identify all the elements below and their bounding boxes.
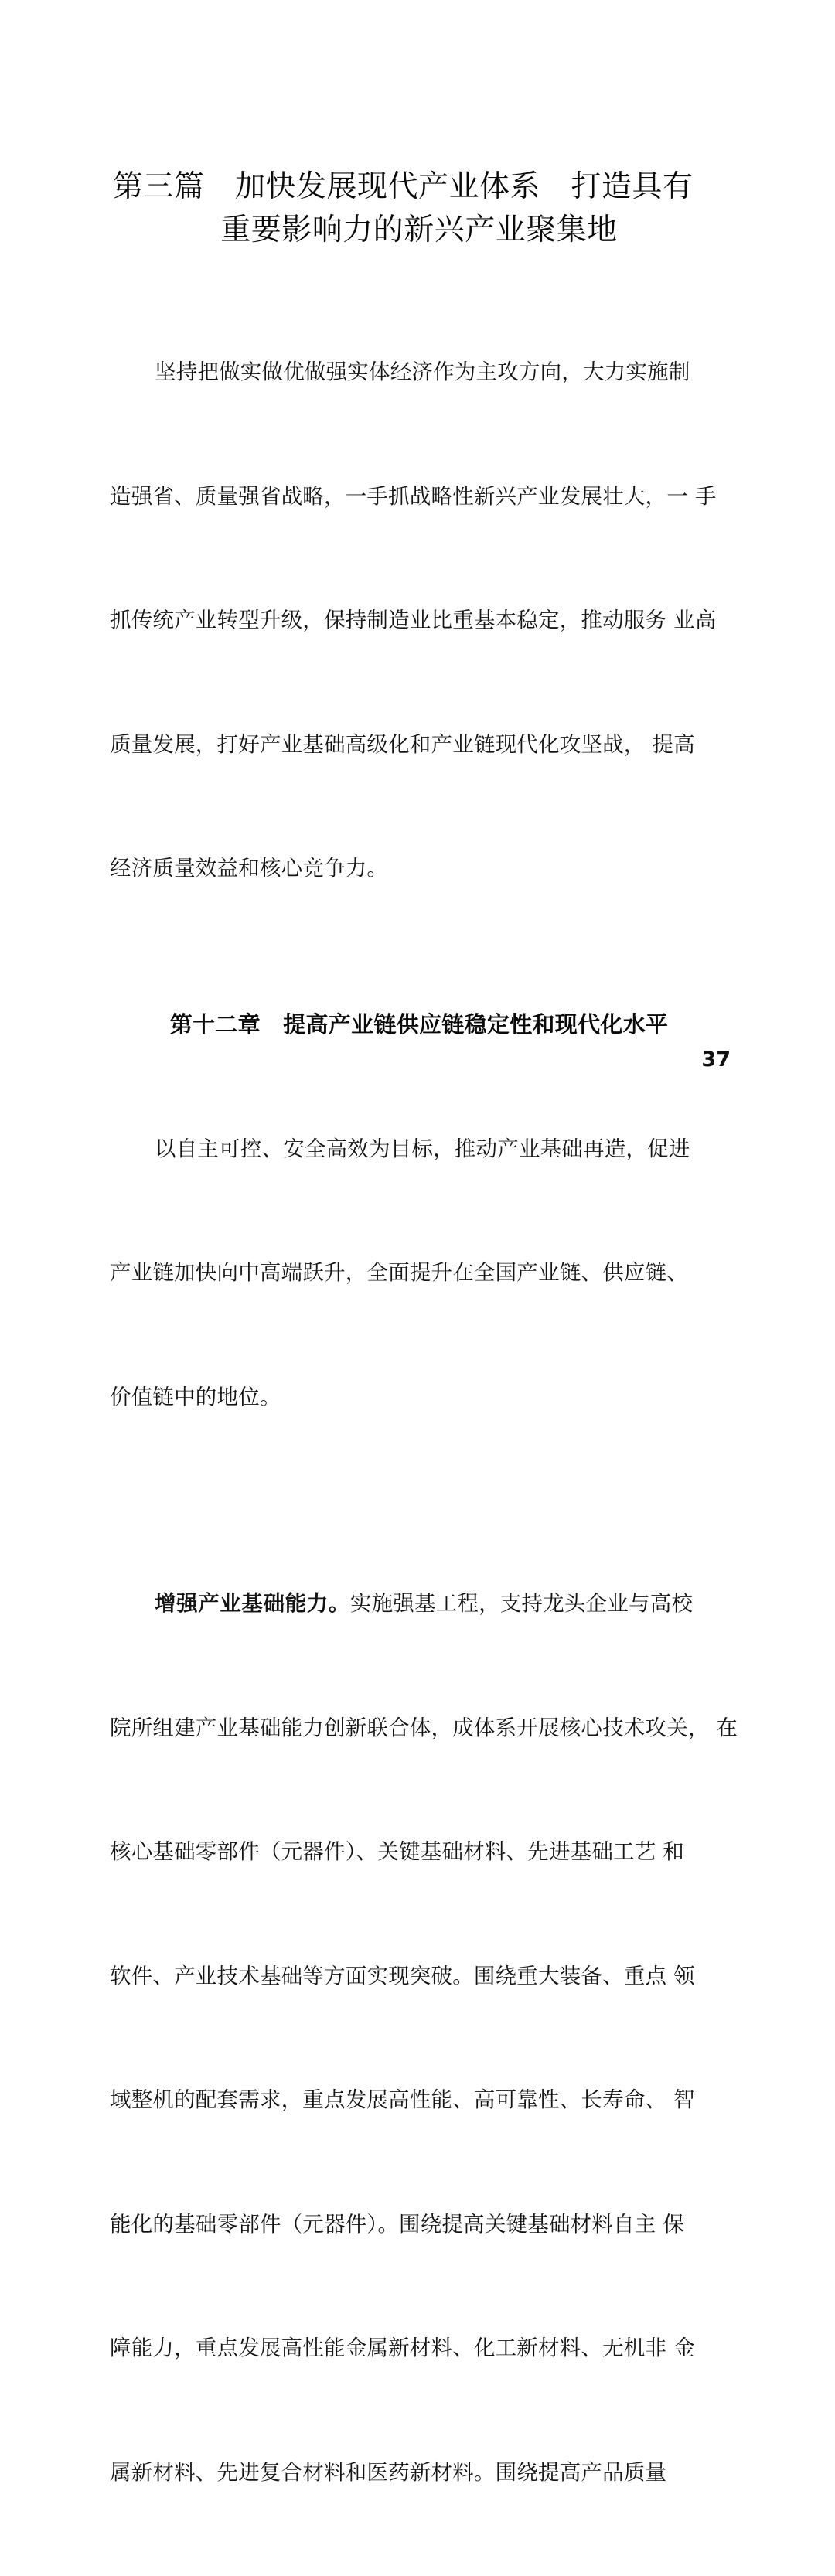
paragraph-chapter-intro-line-3: 价值链中的地位。	[110, 1384, 281, 1409]
paragraph-chapter-intro	[110, 1046, 728, 1501]
paragraph-industrial-base-line-7: 障能力，重点发展高性能金属新材料、化工新材料、无机非 金	[110, 2336, 695, 2360]
paragraph-intro-line-3: 抓传统产业转型升级，保持制造业比重基本稳定，推动服务 业高	[110, 608, 717, 632]
paragraph-industrial-base-line-4: 软件、产业技术基础等方面实现突破。围绕重大装备、重点 领	[110, 1963, 695, 1988]
chapter-heading: 第十二章 提高产业链供应链稳定性和现代化水平	[169, 1010, 669, 1038]
page-number: 37	[701, 1048, 731, 1072]
paragraph-industrial-base-line-1	[110, 1583, 728, 1625]
paragraph-intro-line-1: 坚持把做实做优做强实体经济作为主攻方向，大力实施制	[155, 359, 690, 384]
paragraph-chapter-intro-line-1: 以自主可控、安全高效为目标，推动产业基础再造，促进	[155, 1136, 690, 1161]
paragraph-industrial-base-line-5: 域整机的配套需求，重点发展高性能、高可靠性、长寿命、 智	[110, 2087, 695, 2112]
paragraph-industrial-base	[110, 1501, 738, 2576]
paragraph-intro	[110, 269, 728, 973]
page-title	[110, 0, 728, 252]
page-content-column	[110, 0, 738, 2576]
paragraph-chapter-intro-line-2: 产业链加快向中高端跃升，全面提升在全国产业链、供应链、	[110, 1260, 688, 1285]
spacer-title-to-body	[110, 252, 728, 269]
paragraph-intro-line-4: 质量发展，打好产业基础高级化和产业链现代化攻坚战， 提高	[110, 731, 695, 757]
paragraph-intro-line-2: 造强省、质量强省战略，一手抓战略性新兴产业发展壮大，一 手	[110, 483, 717, 509]
paragraph-intro-line-5: 经济质量效益和核心竞争力。	[110, 856, 389, 881]
paragraph-lead-in: 增强产业基础能力。	[155, 1591, 350, 1616]
paragraph-lead-rest: 实施强基工程，支持龙头企业与高校	[349, 1591, 694, 1616]
paragraph-industrial-base-line-2: 院所组建产业基础能力创新联合体，成体系开展核心技术攻关， 在	[110, 1715, 738, 1740]
page-title-line-2: 重要影响力的新兴产业聚集地	[220, 213, 618, 247]
page-title-line-1: 第三篇 加快发展现代产业体系 打造具有	[113, 169, 694, 204]
paragraph-industrial-base-line-3: 核心基础零部件（元器件）、关键基础材料、先进基础工艺 和	[110, 1839, 685, 1864]
paragraph-industrial-base-line-6: 能化的基础零部件（元器件）。围绕提高关键基础材料自主 保	[110, 2211, 685, 2237]
paragraph-industrial-base-line-8: 属新材料、先进复合材料和医药新材料。围绕提高产品质量	[110, 2459, 667, 2485]
